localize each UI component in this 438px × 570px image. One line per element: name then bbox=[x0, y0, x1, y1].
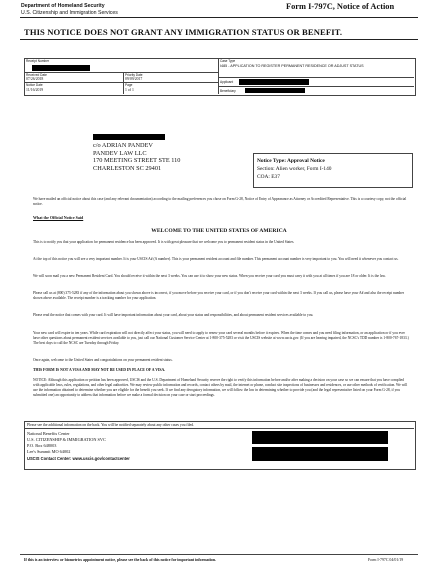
header-rule bbox=[20, 17, 418, 18]
barcode-redaction-2 bbox=[252, 447, 388, 461]
service-center-line-3: P.O. Box 648003 bbox=[27, 443, 57, 448]
case-type-value: I485 - APPLICATION TO REGISTER PERMANENT RESIDENCE OR ADJUST STATUS bbox=[220, 64, 364, 68]
status-banner: THIS NOTICE DOES NOT GRANT ANY IMMIGRATION STATUS OR BENEFIT. bbox=[24, 27, 343, 37]
contact-center-line: USCIS Contact Center: www.uscis.gov/contactcenter bbox=[27, 456, 130, 461]
case-col-divider-mid bbox=[218, 58, 219, 94]
case-type-label: Case Type bbox=[220, 59, 236, 63]
agency-subname: U.S. Citizenship and Immigration Services bbox=[21, 9, 118, 16]
what-notice-said-label: What the Official Notice Said bbox=[33, 215, 84, 220]
footer-box-divider bbox=[24, 428, 414, 429]
congratulations-paragraph: Once again, welcome to the United States and congratulations on your permanent resident status. bbox=[33, 358, 173, 362]
page-value: 1 of 1 bbox=[125, 87, 134, 92]
bottom-rule bbox=[20, 554, 418, 555]
address-line-1: c/o ADRIAN PANDEV bbox=[93, 142, 153, 149]
courtesy-copy-paragraph: We have mailed an official notice about this case (and any relevant documentation) according to the mailing preferences you chose on Form G-28, Notice of Entry of Appearance as Attorney or Accredited Representative. This is a courtesy copy, not the official notice. bbox=[33, 197, 407, 206]
card-notice-paragraph: Please read the notice that comes with your card. It will have important information about your card, about your status and responsibilities, and about permanent resident services available to you. bbox=[33, 313, 314, 317]
received-date-label: Received Date bbox=[26, 73, 47, 77]
interview-note: If this is an interview or biometrics appointment notice, please see the back of this notice for important information. bbox=[24, 558, 216, 562]
case-row-divider-2 bbox=[24, 82, 218, 83]
beneficiary-label: Beneficiary bbox=[220, 88, 236, 93]
additional-info-note: Please see the additional information on the back. You will be notified separately about any other cases you filed. bbox=[27, 422, 195, 427]
received-date-value: 07/26/2018 bbox=[26, 77, 44, 81]
welcome-heading: WELCOME TO THE UNITED STATES OF AMERICA bbox=[151, 228, 287, 234]
applicant-label: Applicant bbox=[220, 79, 234, 84]
verification-notice-paragraph: NOTICE: Although this application or petition has been approved, USCIS and the U.S. Department of Homeland Security reserve the right to verify this information before and/or after making a decision on your case so we can ensure that you have complied with applicable laws, rules, regulations, and other legal authorities. We may review public information and records, contact others by mail, the internet or phone, conduct site inspections of businesses and residences, or use other methods of verification. We will use the information obtained to determine whether you are eligible for the benefit you seek. If we find any derogatory information, we will follow the law in determining whether to provide you (and the legal representative listed on your Form G-28, if you submitted one) an opportunity to address that information before we make a formal decision on your case or start proceedings. bbox=[33, 378, 408, 397]
notice-date-label: Notice Date bbox=[26, 83, 43, 87]
page-label: Page bbox=[125, 83, 133, 87]
applicant-redaction bbox=[239, 79, 309, 85]
form-title: Form I-797C, Notice of Action bbox=[286, 2, 395, 11]
service-center-line-4: Lee's Summit MO 64002 bbox=[27, 449, 71, 454]
case-col-divider-left bbox=[123, 72, 124, 94]
barcode-redaction-1 bbox=[252, 431, 388, 444]
a-number-paragraph: At the top of this notice you will see a very important number. It is your USCIS A# (A number). This is your permanent resident account and file number. This permanent account number is very important to you. You will need it whenever you contact us. bbox=[33, 257, 399, 261]
notice-section: Section: Alien worker, Form I-140 bbox=[257, 166, 332, 172]
service-center-line-1: National Benefits Center bbox=[27, 431, 70, 436]
form-code: Form I-797C 04/01/19 bbox=[368, 558, 404, 562]
notice-coa: COA: E37 bbox=[257, 174, 280, 180]
beneficiary-redaction bbox=[245, 88, 305, 94]
agency-name: Department of Homeland Security bbox=[21, 3, 105, 9]
address-line-4: CHARLESTON SC 29401 bbox=[93, 165, 162, 172]
card-expiration-paragraph: Your new card will expire in ten years. While card expiration will not directly affect your status, you will need to apply to renew your card several months before it expires. When the time comes and you need filing information, or an application or if you ever have other questions about permanent resident services available to you, just call our National Customer Service Center at 1-800-375-5283 or visit the USCIS website at www.uscis.gov. (If you are hearing impaired, the NCSC's TDD number is 1-800-767-1833.) The best days to call the NCSC are Tuesday through Friday. bbox=[33, 331, 409, 345]
banner-rule bbox=[20, 39, 418, 40]
case-row-divider-1 bbox=[24, 72, 218, 73]
not-a-visa-statement: THIS FORM IS NOT A VISA AND MAY NOT BE USED IN PLACE OF A VISA. bbox=[33, 368, 166, 372]
address-line-3: 170 MEETING STREET STE 110 bbox=[93, 157, 181, 164]
address-line-2: PANDEV LAW LLC bbox=[93, 150, 147, 157]
receipt-number-redaction bbox=[32, 65, 90, 71]
priority-date-value: 09/09/2017 bbox=[125, 77, 143, 81]
priority-date-label: Priority Date bbox=[125, 73, 143, 77]
notice-date-value: 11/16/2019 bbox=[26, 87, 44, 92]
service-center-line-2: U.S. CITIZENSHIP & IMMIGRATION SVC bbox=[27, 437, 106, 442]
recipient-name-redaction bbox=[93, 134, 165, 140]
receipt-number-label: Receipt Number bbox=[26, 59, 50, 63]
card-mailing-paragraph: We will soon mail you a new Permanent Resident Card. You should receive it within the next 3 weeks. You can use it to show your new status. When you receive your card you must carry it with you at all times if you are 18 or older. It is the law. bbox=[33, 274, 386, 278]
notice-type: Notice Type: Approval Notice bbox=[257, 158, 325, 164]
contact-paragraph: Please call us at (800) 375-5283 if any of the information about you shown above is incorrect, if you move before you receive your card, or if you don't receive your card within the next 3 weeks. If you call us, please have your A# and also the receipt number shown above available. The receipt number is a tracking number for your application. bbox=[33, 291, 404, 300]
approval-paragraph: This is to notify you that your application for permanent residence has been approved. It is with great pleasure that we welcome you to permanent resident status in the United States. bbox=[33, 240, 295, 244]
